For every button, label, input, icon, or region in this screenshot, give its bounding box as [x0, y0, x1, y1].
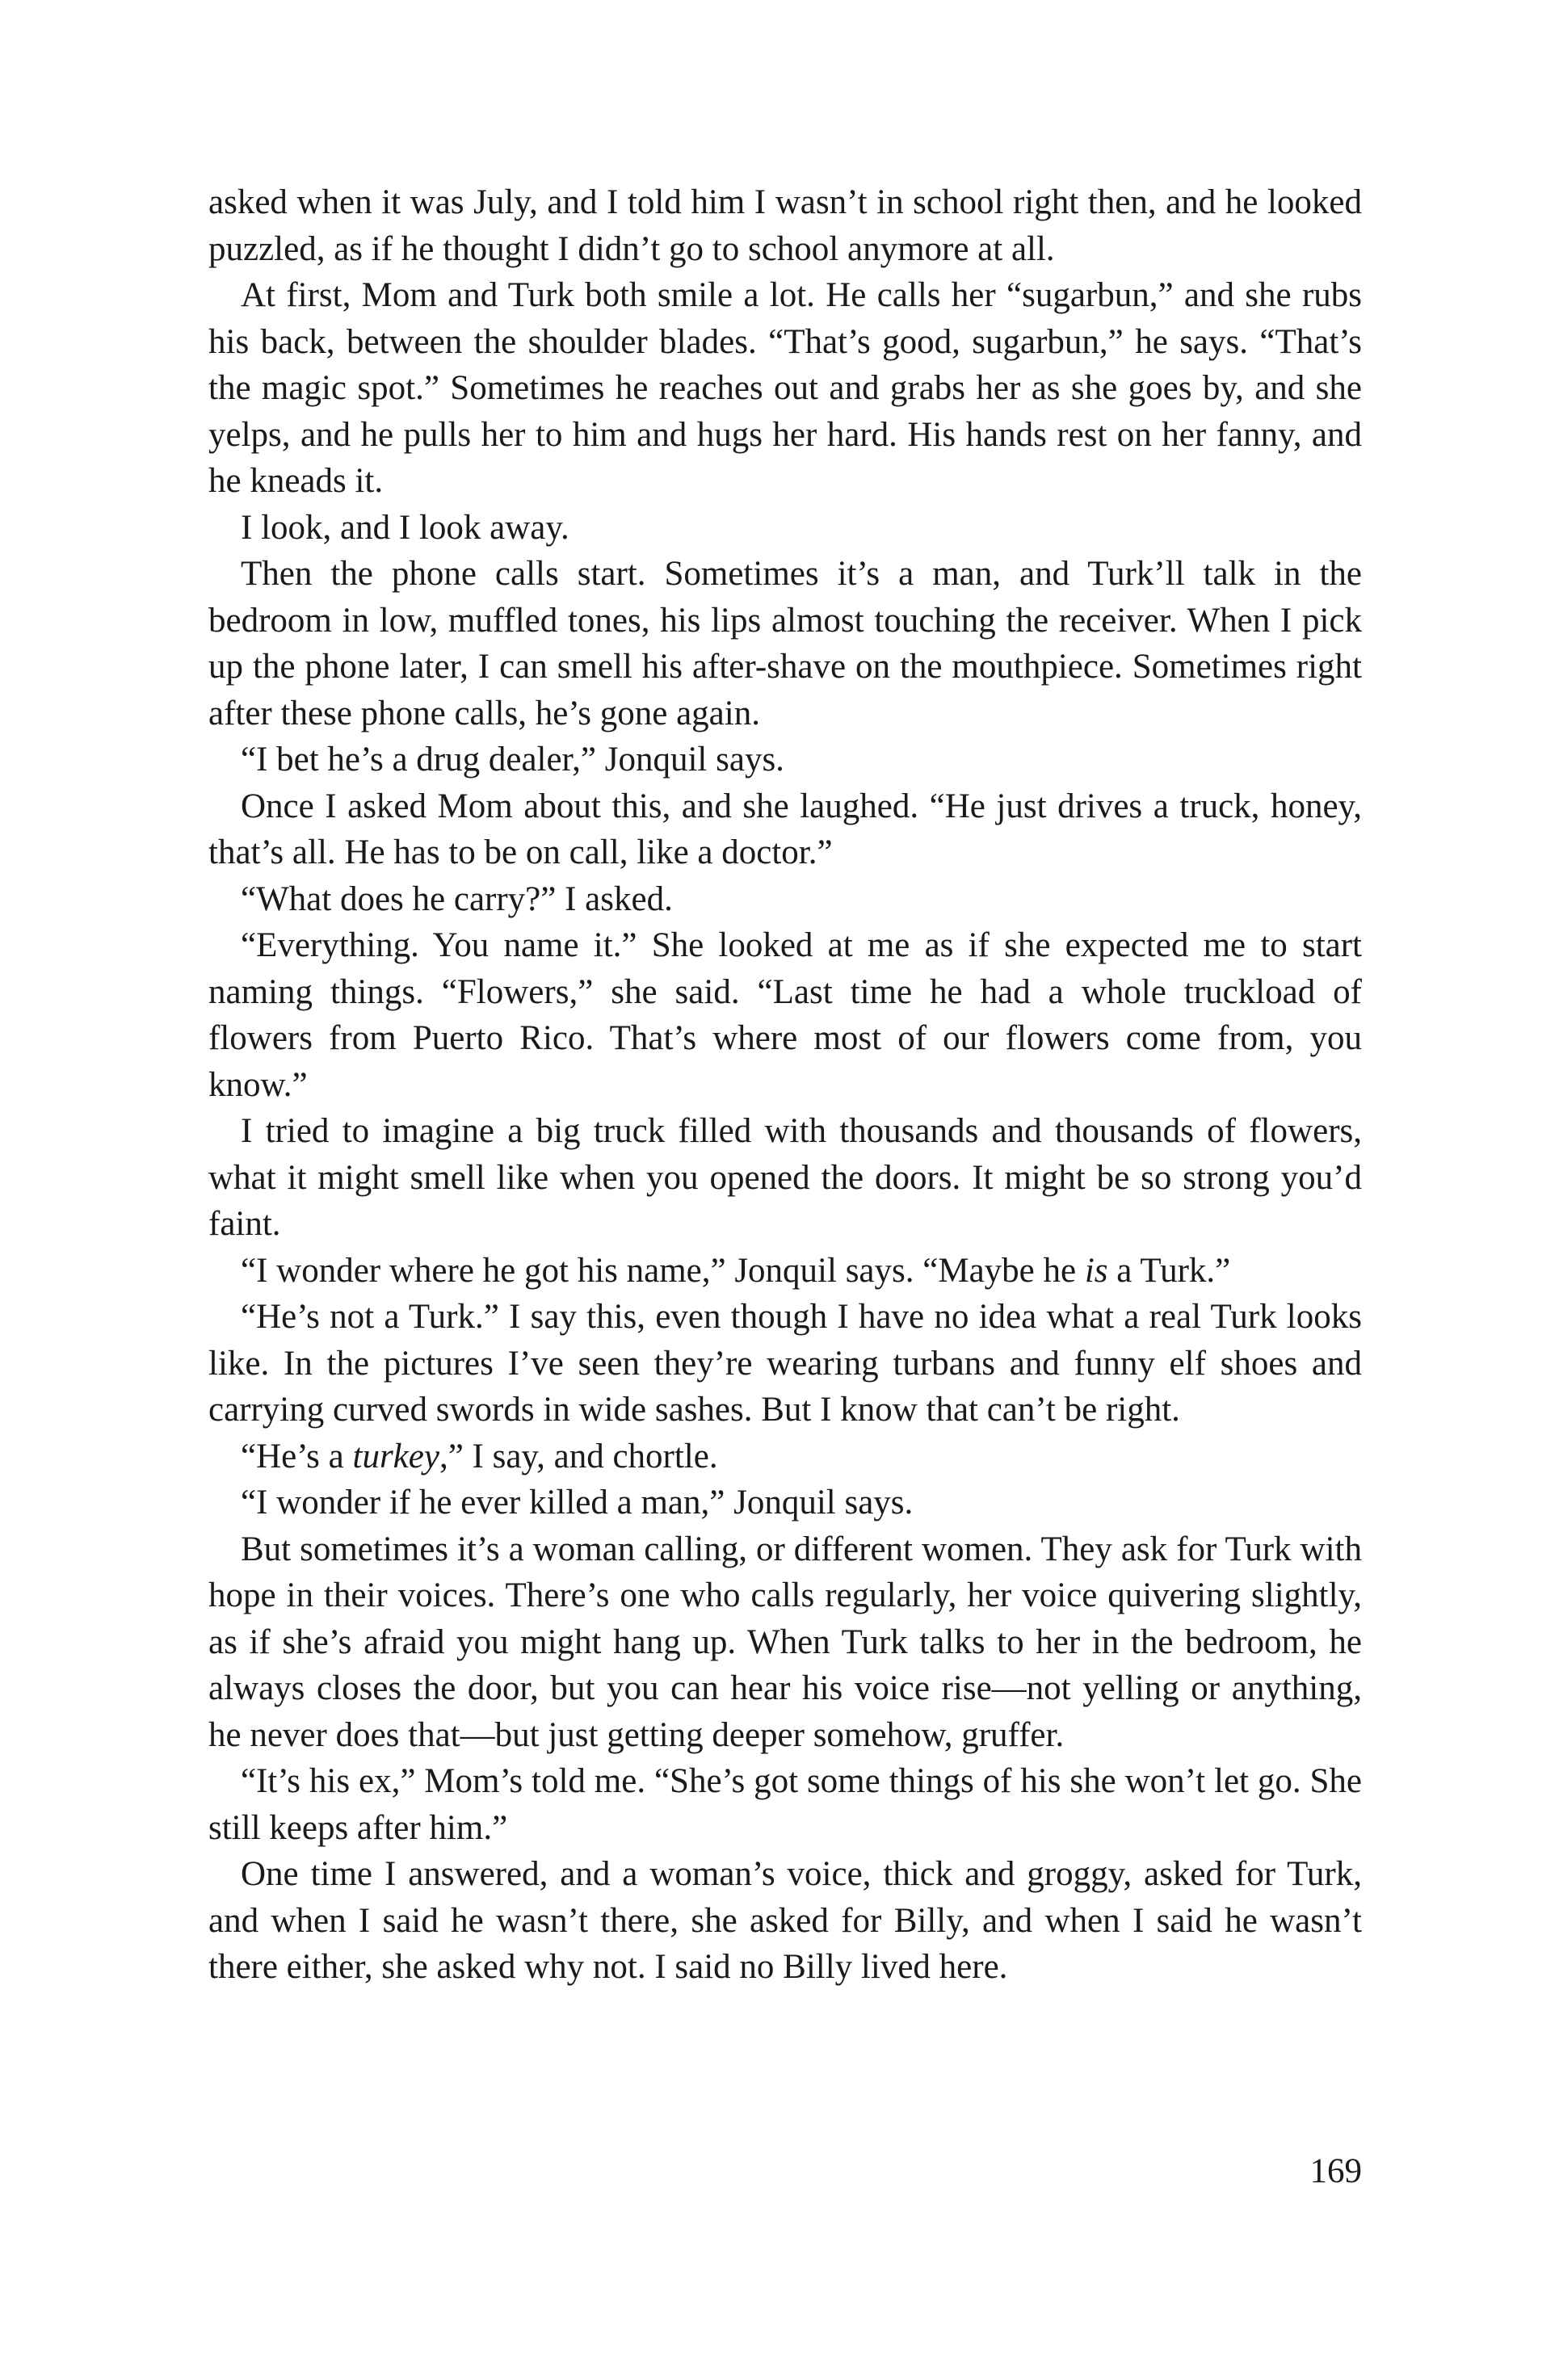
paragraph-text: “I wonder where he got his name,” Jonquil says. “Maybe he [241, 1251, 1085, 1290]
paragraph [208, 1248, 1362, 1295]
paragraph: One time I answered, and a woman’s voice, thick and groggy, asked for Turk, and when I said he wasn’t there, she asked for Billy, and when I said he wasn’t there either, she asked why not. I said no Billy lived here. [208, 1855, 1362, 1986]
paragraph: “Everything. You name it.” She looked at me as if she expected me to start naming things. “Flowers,” she said. “Last time he had a whole truckload of flowers from Puerto Rico. That’s where most of our flowers come from, you know.” [208, 926, 1362, 1104]
paragraph: asked when it was July, and I told him I wasn’t in school right then, and he looked puzzled, as if he thought I didn’t go to school anymore at all. [208, 183, 1362, 268]
emphasized-text: is [1084, 1251, 1108, 1290]
paragraph-text: ,” I say, and chortle. [439, 1437, 718, 1475]
paragraph: “I bet he’s a drug dealer,” Jonquil says. [241, 741, 784, 779]
emphasized-text: turkey [352, 1437, 439, 1475]
paragraph: “He’s not a Turk.” I say this, even though I have no idea what a real Turk looks like. In the pictures I’ve seen they’re wearing turbans and funny elf shoes and carrying curved swords in wide sashes. But I know that can’t be right. [208, 1298, 1362, 1429]
paragraph: I look, and I look away. [241, 508, 569, 547]
paragraph: “What does he carry?” I asked. [241, 879, 673, 918]
page-number: 169 [1309, 2152, 1362, 2190]
paragraph: “It’s his ex,” Mom’s told me. “She’s got some things of his she won’t let go. She still keeps after him.” [208, 1762, 1362, 1847]
paragraph: Then the phone calls start. Sometimes it’s a man, and Turk’ll talk in the bedroom in low, muffled tones, his lips almost touching the receiver. When I pick up the phone later, I can smell his after-shave on the mouthpiece. Sometimes right after these phone calls, he’s gone again. [208, 555, 1362, 732]
paragraph: Once I asked Mom about this, and she laughed. “He just drives a truck, honey, that’s all. He has to be on call, like a doctor.” [208, 787, 1362, 871]
paragraph: But sometimes it’s a woman calling, or different women. They ask for Turk with hope in their voices. There’s one who calls regularly, her voice quivering slightly, as if she’s afraid you might hang up. When Turk talks to her in the bedroom, he always closes the door, but you can hear his voice rise—not yelling or anything, he never does that—but just getting deeper somehow, gruffer. [208, 1530, 1362, 1754]
paragraph: At first, Mom and Turk both smile a lot. He calls her “sugarbun,” and she rubs his back, between the shoulder blades. “That’s good, sugarbun,” he says. “That’s the magic spot.” Sometimes he reaches out and grabs her as she goes by, and she yelps, and he pulls her to him and hugs her hard. His hands rest on her fanny, and he kneads it. [208, 276, 1362, 500]
paragraph [208, 1433, 1362, 1480]
paragraph-text: a Turk.” [1107, 1251, 1231, 1290]
paragraph-text: “He’s a [241, 1437, 353, 1475]
paragraph: “I wonder if he ever killed a man,” Jonquil says. [241, 1484, 914, 1522]
body-text [208, 179, 1362, 1991]
paragraph: I tried to imagine a big truck filled with thousands and thousands of flowers, what it might smell like when you opened the doors. It might be so strong you’d faint. [208, 1112, 1362, 1243]
